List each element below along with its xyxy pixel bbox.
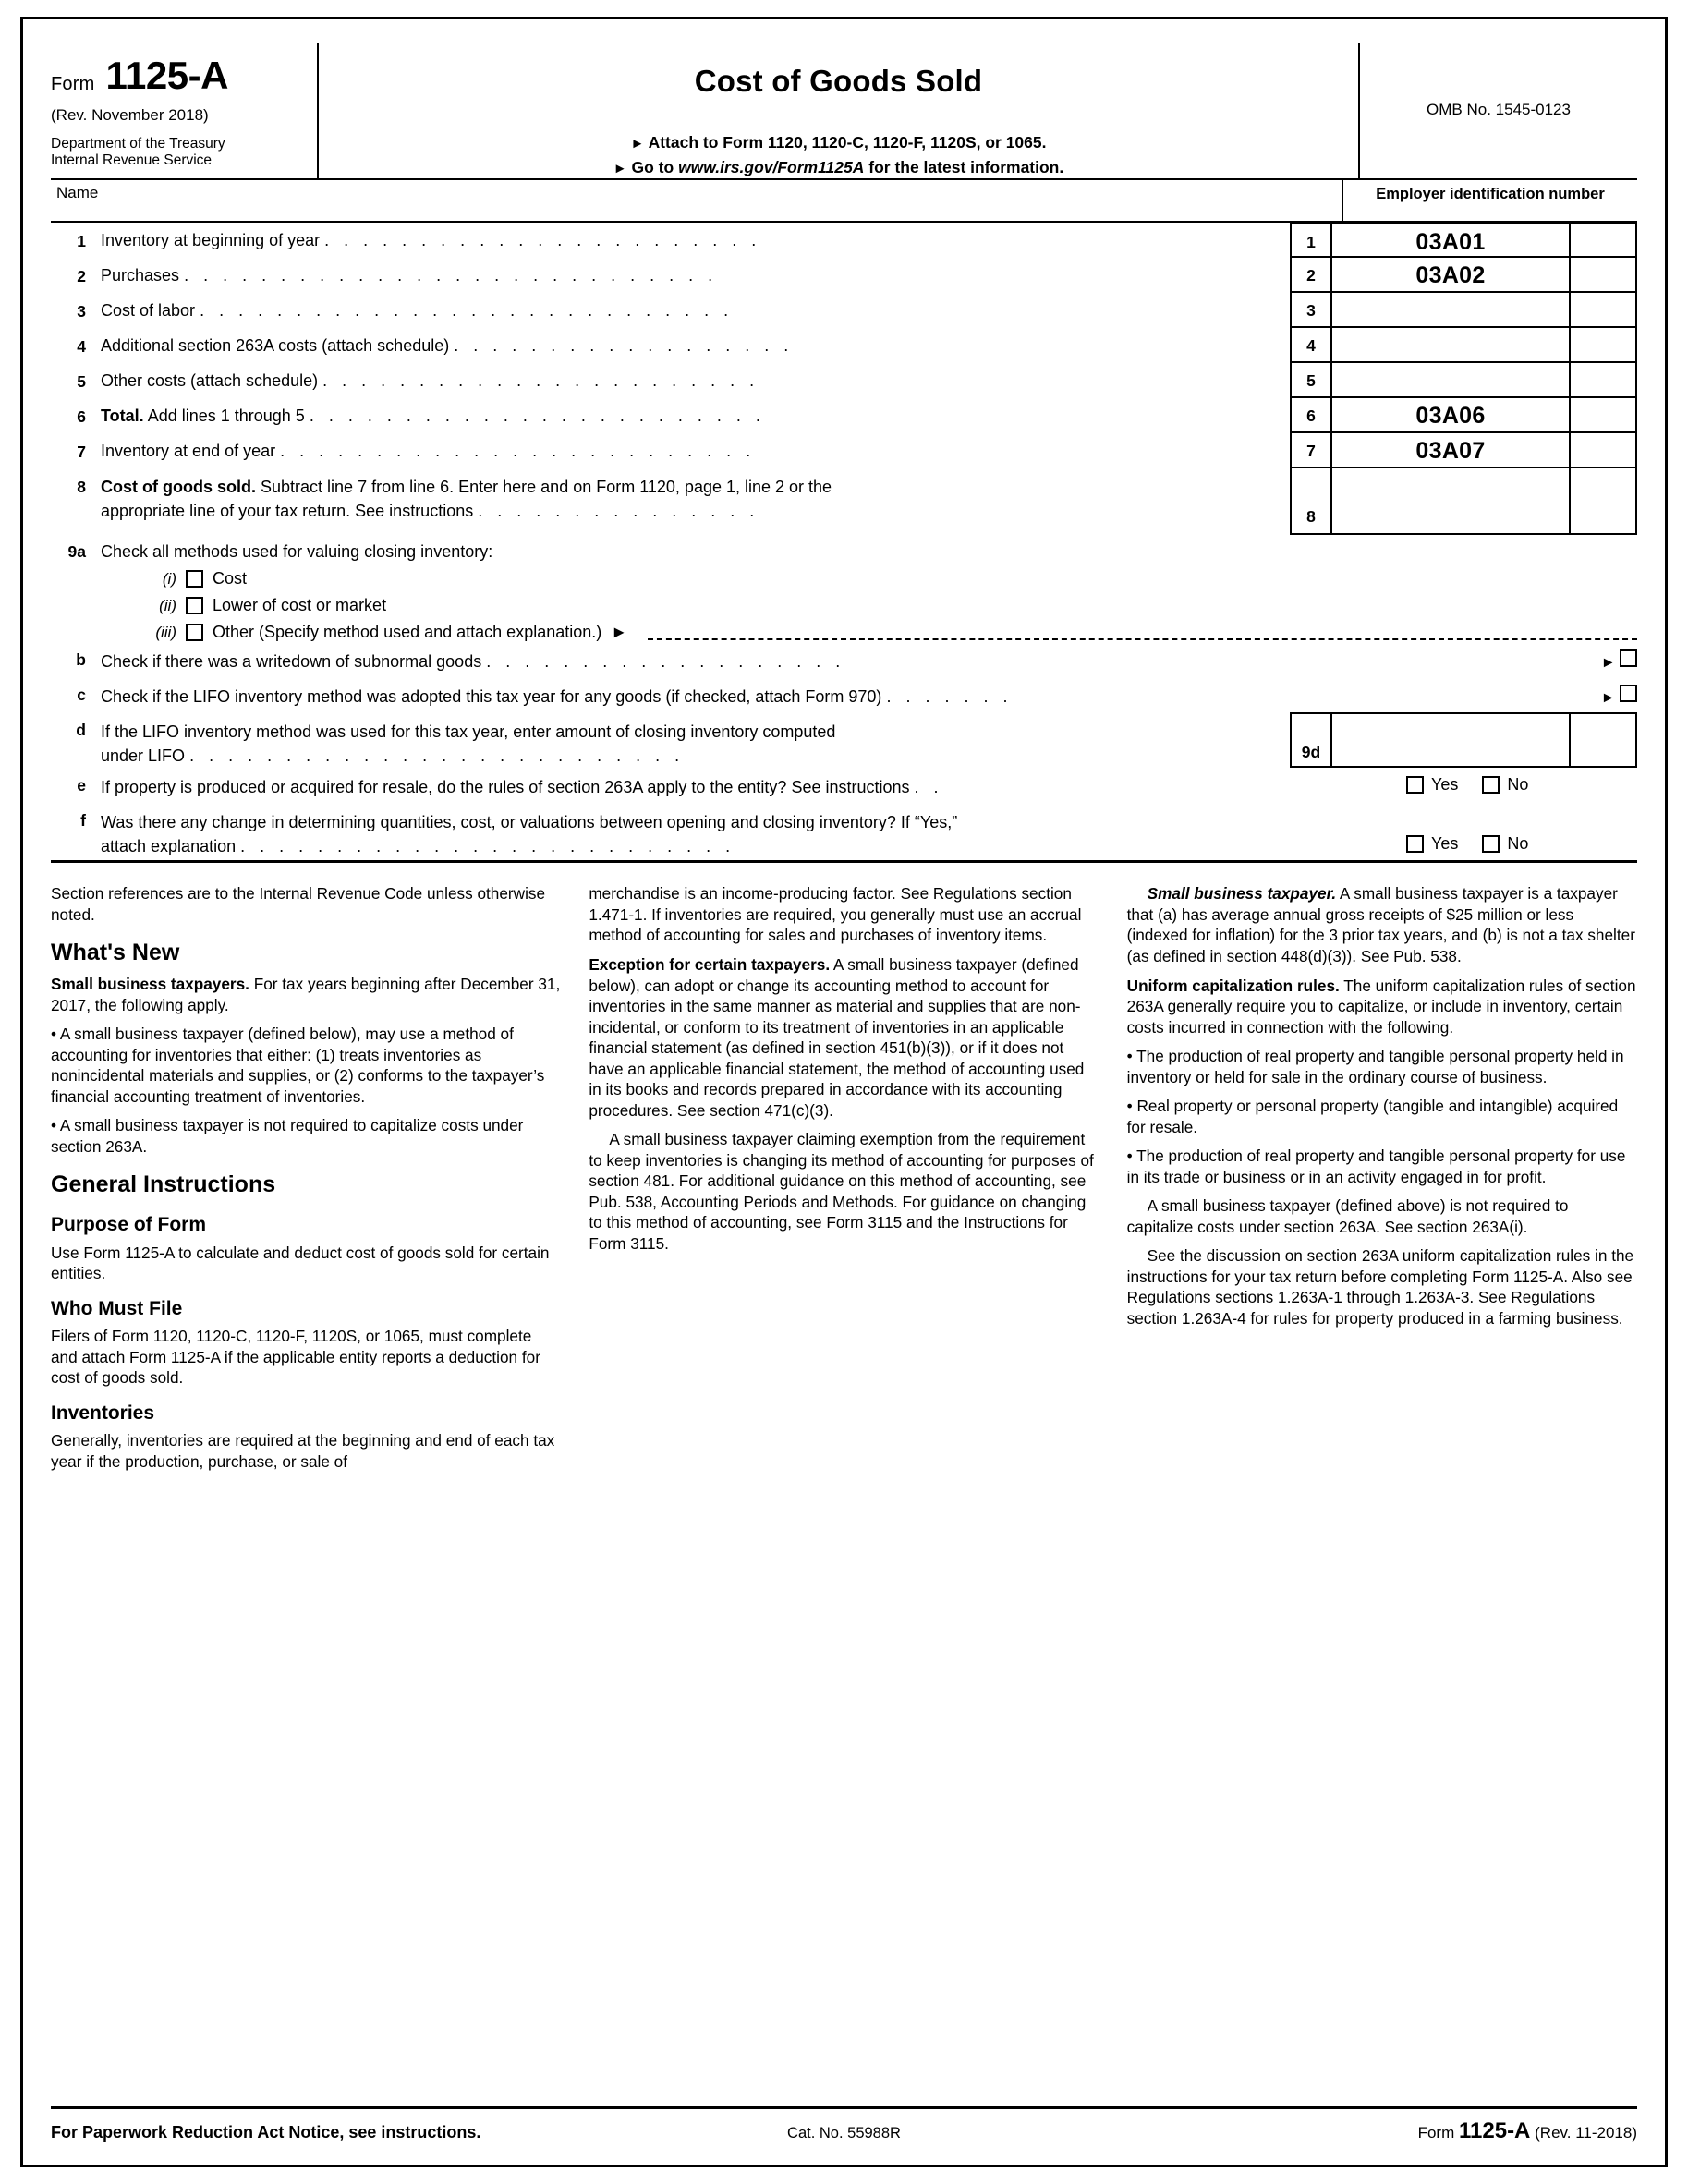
para-inventories: Generally, inventories are required at the beginning and end of each tax year if the production, purchase, or sale of [51,1431,555,1471]
runin-uniform-capitalization: Uniform capitalization rules. [1126,976,1340,995]
goto-suffix: for the latest information. [868,157,1064,176]
goto-prefix: Go to [631,157,674,176]
line-3-number: 3 [77,302,86,321]
line-6-cents[interactable] [1569,398,1637,433]
line-7-label: Inventory at end of year [101,442,276,460]
form-line-9d [51,712,1637,768]
name-field[interactable] [51,180,1343,221]
form-footer [51,2106,1637,2144]
arrow-icon-2: ► [613,160,627,176]
attach-line-text: Attach to Form 1120, 1120-C, 1120-F, 1120S, or 1065. [648,133,1047,152]
runin-small-business-taxpayers: Small business taxpayers. [51,975,249,994]
form-revision: (Rev. November 2018) [51,106,209,124]
para-exception [589,954,1099,1121]
checkbox-9f-no[interactable] [1482,835,1500,853]
form-line-5 [51,363,1637,398]
line-9e-yes-option[interactable] [1406,775,1458,795]
line-5-label: Other costs (attach schedule) [101,371,319,390]
line-3-label: Cost of labor [101,301,196,320]
line-9d-row-2 [101,744,1290,768]
line-5-amount[interactable] [1330,363,1569,398]
line-1-label: Inventory at beginning of year [101,231,321,249]
line-8-amount[interactable] [1330,468,1569,535]
line-9f-row-2 [101,834,1406,858]
line-7-amount[interactable]: 03A07 [1330,433,1569,468]
para-small-business-taxpayer-def [1127,883,1637,966]
label-9e-no: No [1507,775,1529,795]
form-line-7 [51,433,1637,468]
form-line-6 [51,398,1637,433]
instructions-column-2 [589,883,1099,1807]
runin-small-business-taxpayer: Small business taxpayer. [1147,884,1337,904]
form-line-4 [51,328,1637,363]
line-7-cents[interactable] [1569,433,1637,468]
line-8-row-1 [101,476,1282,500]
leader-dots: . . . . . . . . . . . . . . . . . . [454,336,794,355]
checkbox-other-method[interactable] [186,624,203,641]
footer-form-id [997,2118,1638,2144]
line-8-row-2 [101,500,1282,524]
leader-dots: . . . . . . . . . . . . . . . . . . . . . . . [322,371,759,390]
line-9a-number: 9a [67,542,86,561]
line-9c-text [101,677,1573,709]
arrow-icon: ► [630,136,645,152]
line-4-cents[interactable] [1569,328,1637,363]
attach-line [328,130,1349,155]
para-purpose: Use Form 1125-A to calculate and deduct cost of goods sold for certain entities. [51,1243,550,1283]
checkbox-subnormal-goods[interactable] [1620,649,1637,667]
line-6-label: Add lines 1 through 5 [147,406,305,425]
line-7-text [101,433,1290,468]
line-1-box-number: 1 [1290,223,1330,258]
leader-dots: . . . . . . . . . . . . . . . . . . . . . . . . . . [189,746,685,766]
para-merchandise: merchandise is an income-producing factor. See Regulations section 1.471-1. If inventories are required, you generally must use an accrual method of accounting for sales and purchases of inventory items. [589,884,1082,945]
para-sbt-not-required: A small business taxpayer (defined above) is not required to capitalize costs under section 263A. See section 263A(i). [1126,1196,1569,1236]
form-line-9b [51,642,1637,677]
form-line-9c [51,677,1637,712]
form-line-1 [51,223,1637,258]
ein-label: Employer identification number [1376,186,1605,202]
line-1-amount[interactable]: 03A01 [1330,223,1569,258]
goto-url[interactable]: www.irs.gov/Form1125A [678,157,865,176]
label-9f-yes: Yes [1431,834,1459,854]
line-2-label: Purchases [101,266,180,285]
arrow-icon-3: ► [611,623,628,641]
text-small-business-taxpayers: For tax years beginning after December 31, 2017, the following apply. [51,975,561,1014]
line-5-number: 5 [77,372,86,391]
para-small-business-taxpayers [51,974,561,1015]
form-title: Cost of Goods Sold [694,64,983,98]
bullet-inventory-methods: • A small business taxpayer (defined below), may use a method of accounting for inventories that either: (1) treats inventories as nonincidental materials and supplies, or (2) conforms to the taxpayer’s financial accounting treatment of inventories. [51,1025,545,1106]
leader-dots: . . . . . . . . . . . . . . . . . . . . . . . . . [280,442,756,460]
para-who-must-file: Filers of Form 1120, 1120-C, 1120-F, 1120S, or 1065, must complete and attach Form 1125-A if the applicable entity reports a deduction for cost of goods sold. [51,1327,540,1388]
line-9e-text [101,768,1406,799]
heading-purpose-of-form: Purpose of Form [51,1214,207,1236]
line-8-box-number: 8 [1290,468,1330,535]
line-2-cents[interactable] [1569,258,1637,293]
line-2-amount[interactable]: 03A02 [1330,258,1569,293]
name-ein-row [51,180,1637,223]
line-2-text [101,258,1290,293]
line-9d-label-2: under LIFO [101,746,186,766]
line-6-number: 6 [77,407,86,426]
line-9e-letter: e [77,776,86,795]
heading-who-must-file: Who Must File [51,1297,183,1319]
line-4-number: 4 [77,337,86,356]
footer-form-number: 1125-A [1459,2118,1531,2143]
line-8-cents[interactable] [1569,468,1637,535]
line-9f-yes-no [1406,803,1637,854]
line-9f-text [101,803,1406,858]
line-4-box-number: 4 [1290,328,1330,363]
header-left [51,43,319,178]
arrow-icon-5: ► [1600,690,1616,706]
para-uniform-capitalization [1127,976,1637,1038]
omb-number: OMB No. 1545-0123 [1427,101,1571,118]
line-5-box-number: 5 [1290,363,1330,398]
line-9f-label-2: attach explanation [101,837,237,856]
form-lines [51,223,1637,863]
bullet-production-for-trade: • The production of real property and tangible personal property for use in its trade or business or in an activity engaged in for profit. [1126,1147,1626,1186]
bullet-no-263a: • A small business taxpayer is not required to capitalize costs under section 263A. [51,1116,524,1156]
roman-iii: (iii) [155,623,176,641]
instructions-column-1 [51,883,561,1807]
line-9c-letter: c [77,686,86,704]
line-9b-text [101,642,1573,673]
leader-dots: . . . . . . . . . . . . . . . . . . . [486,652,845,671]
label-9f-no: No [1507,834,1529,854]
catalog-number: Cat. No. 55988R [787,2125,901,2142]
line-4-text [101,328,1290,363]
runin-exception: Exception for certain taxpayers. [589,954,831,974]
line-9f-no-option[interactable] [1482,834,1528,854]
leader-dots: . . . . . . . . . . . . . . . . . . . . . . . . [309,406,766,425]
line-9c-check-area[interactable] [1573,677,1637,707]
checkbox-lifo-adopted[interactable] [1620,685,1637,702]
line-8-text [101,468,1290,535]
leader-dots: . . . . . . . [886,687,1013,706]
label-other-method: Other (Specify method used and attach explanation.) [213,623,602,641]
line-9d-letter: d [76,721,86,739]
line-9e-label: If property is produced or acquired for resale, do the rules of section 263A apply to the entity? See instructions [101,778,910,797]
other-method-entry-line[interactable] [648,625,1637,640]
line-6-amount[interactable]: 03A06 [1330,398,1569,433]
form-line-2 [51,258,1637,293]
form-sheet [20,17,1668,2167]
line-7-number: 7 [77,443,86,461]
line-2-number: 2 [77,267,86,285]
form-line-8 [51,468,1637,535]
line-9d-row-1: If the LIFO inventory method was used for this tax year, enter amount of closing inventory computed [101,722,836,741]
line-9a-option-cost[interactable] [101,569,1637,588]
line-9c-label: Check if the LIFO inventory method was adopted this tax year for any goods (if checked, attach Form 970) [101,687,882,706]
line-5-cents[interactable] [1569,363,1637,398]
para-see-discussion: See the discussion on section 263A uniform capitalization rules in the instructions for your tax return before completing Form 1125-A. Also see Regulations sections 1.263A-1 through 1.263A-3. See Regulations section 1.263A-4 for rules for property produced in a farming business. [1126,1246,1634,1328]
line-4-label: Additional section 263A costs (attach schedule) [101,336,450,355]
label-9e-yes: Yes [1431,775,1459,795]
line-3-amount[interactable] [1330,293,1569,328]
footer-form-rev: (Rev. 11-2018) [1535,2124,1637,2142]
ein-field[interactable] [1343,180,1637,221]
label-cost: Cost [213,569,248,588]
line-3-cents[interactable] [1569,293,1637,328]
line-9d-box-number: 9d [1290,712,1330,768]
footer-form-word: Form [1417,2124,1455,2142]
checkbox-9e-yes[interactable] [1406,776,1424,794]
line-9a-option-lcm[interactable] [101,596,1637,615]
line-6-bold-lead: Total. [101,406,144,425]
leader-dots: . . . . . . . . . . . . . . . . . . . . . . . [324,231,761,249]
line-4-amount[interactable] [1330,328,1569,363]
line-1-number: 1 [77,232,86,250]
line-9b-check-area[interactable] [1573,642,1637,672]
instructions-section [51,883,1637,1807]
arrow-icon-4: ► [1600,655,1616,671]
form-number: 1125-A [105,54,228,97]
line-9d-text [101,712,1290,768]
line-9b-label: Check if there was a writedown of subnormal goods [101,652,482,671]
line-7-box-number: 7 [1290,433,1330,468]
line-6-text [101,398,1290,433]
department-block [51,136,310,170]
line-9a-option-other[interactable] [101,623,1637,642]
line-5-text [101,363,1290,398]
instructions-column-3 [1127,883,1637,1807]
bullet-property-for-resale: • Real property or personal property (tangible and intangible) acquired for resale. [1126,1097,1619,1136]
label-lower-of-cost-or-market: Lower of cost or market [213,596,387,614]
attach-instructions [328,130,1349,179]
department-line-1: Department of the Treasury [51,136,225,152]
line-6-box-number: 6 [1290,398,1330,433]
line-9a-prompt: Check all methods used for valuing closing inventory: [101,542,493,561]
header-center [319,43,1360,178]
heading-inventories: Inventories [51,1401,155,1424]
paperwork-notice: For Paperwork Reduction Act Notice, see instructions. [51,2123,481,2142]
text-uniform-capitalization: The uniform capitalization rules of section 263A generally require you to capitalize, or include in inventory, certain costs incurred in connection with the following. [1126,976,1636,1037]
line-3-box-number: 3 [1290,293,1330,328]
line-9b-letter: b [76,650,86,669]
checkbox-lower-of-cost-or-market[interactable] [186,597,203,614]
roman-i: (i) [162,569,176,588]
line-9f-yes-option[interactable] [1406,834,1458,854]
checkbox-9e-no[interactable] [1482,776,1500,794]
line-9a-body [101,535,1637,642]
line-3-text [101,293,1290,328]
line-1-cents[interactable] [1569,223,1637,258]
checkbox-9f-yes[interactable] [1406,835,1424,853]
line-9d-amount[interactable] [1330,712,1569,768]
line-9d-cents[interactable] [1569,712,1637,768]
leader-dots: . . . . . . . . . . . . . . . . . . . . . . . . . . . . [200,301,734,320]
para-exemption-change: A small business taxpayer claiming exemption from the requirement to keep inventories is changing its method of accounting for purposes of section 481. For additional guidance on this method of accounting, see Pub. 538, Accounting Periods and Methods. For guidance on changing to this method of accounting, see Form 3115 and the Instructions for Form 3115. [589,1130,1094,1253]
line-9f-letter: f [80,811,86,831]
bullet-production-real-property: • The production of real property and tangible personal property held in inventory or held for sale in the ordinary course of business. [1126,1047,1624,1086]
heading-whats-new: What's New [51,940,180,966]
department-line-2: Internal Revenue Service [51,152,213,169]
leader-dots: . . . . . . . . . . . . . . . . . . . . . . . . . . . . [184,266,718,285]
line-9e-no-option[interactable] [1482,775,1528,795]
form-header [51,43,1637,180]
line-8-number: 8 [77,478,86,496]
line-9e-yes-no [1406,768,1637,795]
name-label: Name [56,184,99,201]
roman-ii: (ii) [159,596,176,614]
form-line-9a [51,535,1637,642]
line-1-text [101,223,1290,258]
form-word-label: Form [51,74,95,94]
line-8-label-1: Subtract line 7 from line 6. Enter here and on Form 1120, page 1, line 2 or the [261,478,832,496]
heading-general-instructions: General Instructions [51,1171,276,1198]
form-line-3 [51,293,1637,328]
leader-dots: . . [914,778,944,797]
line-9f-row-1: Was there any change in determining quantities, cost, or valuations between opening and closing inventory? If “Yes,” [101,813,958,832]
line-2-box-number: 2 [1290,258,1330,293]
form-line-9f [51,803,1637,858]
text-small-business-taxpayer: A small business taxpayer is a taxpayer that (a) has average annual gross receipts of $25 million or less (indexed for inflation) for the 3 prior tax years, and (b) is not a tax shelter (as defined in section 448(d)(3)). See Pub. 538. [1126,884,1635,965]
line-8-bold-lead: Cost of goods sold. [101,478,256,496]
leader-dots: . . . . . . . . . . . . . . . [478,501,759,520]
leader-dots: . . . . . . . . . . . . . . . . . . . . . . . . . . [240,837,735,856]
text-exception: A small business taxpayer (defined below), can adopt or change its accounting method to account for inventories in the same manner as material and supplies that are non-incidental, or conform to its treatment of inventories in an applicable financial statement (as defined in section 451(b)(3)), or if it does not have an applicable financial statement, the method of accounting used in its books and records prepared in accordance with its accounting procedures. See section 471(c)(3). [589,954,1085,1120]
goto-line [328,155,1349,180]
form-line-9e [51,768,1637,803]
line-8-label-2: appropriate line of your tax return. See instructions [101,501,474,520]
instructions-intro: Section references are to the Internal Revenue Code unless otherwise noted. [51,884,546,924]
checkbox-cost[interactable] [186,570,203,588]
